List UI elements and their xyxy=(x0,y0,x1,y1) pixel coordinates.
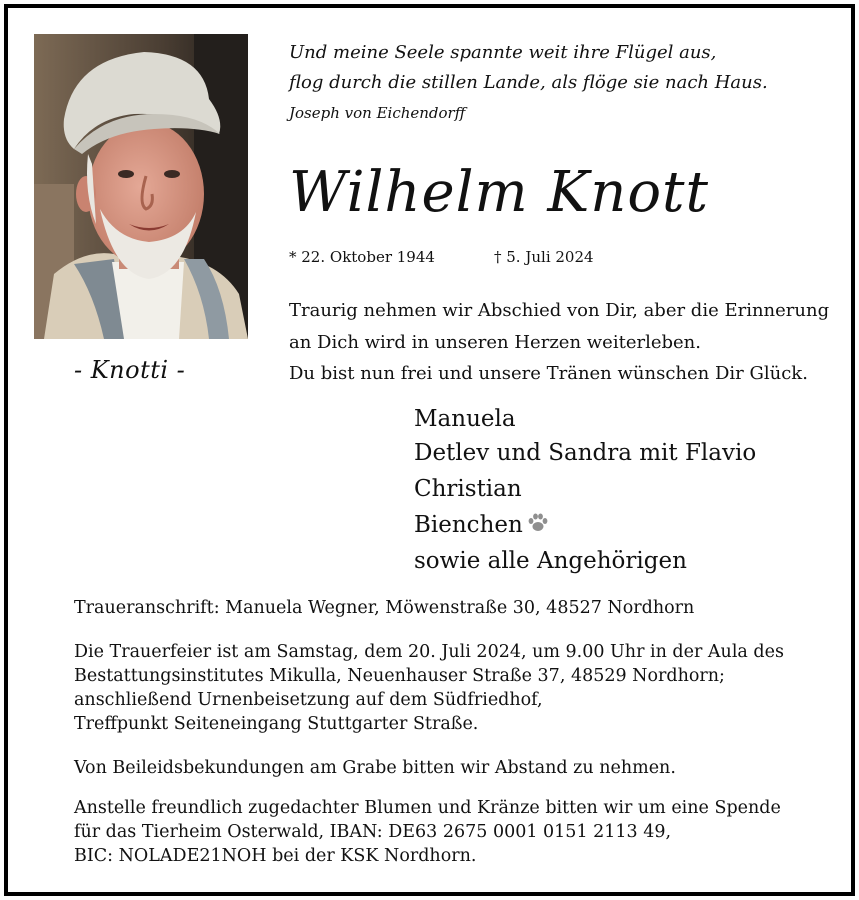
death-date: † 5. Juli 2024 xyxy=(494,248,594,266)
poem-line-1: Und meine Seele spannte weit ihre Flügel aus, xyxy=(289,42,717,63)
portrait-illustration xyxy=(34,34,248,339)
paw-print-icon xyxy=(527,513,549,539)
condolence-note: Von Beileidsbekundungen am Grabe bitten wir Abstand zu nehmen. xyxy=(74,758,676,778)
mourner-name: Detlev und Sandra mit Flavio xyxy=(414,440,757,466)
donation-line-2: für das Tierheim Osterwald, IBAN: DE63 2675 0001 0151 2113 49, xyxy=(74,822,672,842)
obituary-card xyxy=(4,4,855,896)
farewell-line-2: an Dich wird in unseren Herzen weiterleben. xyxy=(289,332,701,353)
portrait-photo xyxy=(34,34,248,339)
mourner-name: Christian xyxy=(414,476,522,502)
ceremony-line-4: Treffpunkt Seiteneingang Stuttgarter Straße. xyxy=(74,714,479,734)
poem-author: Joseph von Eichendorff xyxy=(289,104,466,122)
donation-line-1: Anstelle freundlich zugedachter Blumen und Kränze bitten wir um eine Spende xyxy=(74,798,781,818)
mourner-name: Manuela xyxy=(414,406,516,432)
ceremony-line-3: anschließend Urnenbeisetzung auf dem Südfriedhof, xyxy=(74,690,543,710)
nickname: - Knotti - xyxy=(74,356,186,384)
ceremony-line-1: Die Trauerfeier ist am Samstag, dem 20. Juli 2024, um 9.00 Uhr in der Aula des xyxy=(74,642,784,662)
mourner-name: sowie alle Angehörigen xyxy=(414,548,687,574)
farewell-line-3: Du bist nun frei und unsere Tränen wünschen Dir Glück. xyxy=(289,363,808,384)
poem-line-2: flog durch die stillen Lande, als flöge sie nach Haus. xyxy=(289,72,768,93)
mourning-address: Traueranschrift: Manuela Wegner, Möwenstraße 30, 48527 Nordhorn xyxy=(74,598,695,618)
farewell-line-1: Traurig nehmen wir Abschied von Dir, aber die Erinnerung xyxy=(289,300,830,321)
birth-date: * 22. Oktober 1944 xyxy=(289,248,435,266)
deceased-name: Wilhelm Knott xyxy=(289,160,710,225)
donation-line-3: BIC: NOLADE21NOH bei der KSK Nordhorn. xyxy=(74,846,477,866)
ceremony-line-2: Bestattungsinstitutes Mikulla, Neuenhauser Straße 37, 48529 Nordhorn; xyxy=(74,666,725,686)
mourner-row-pet xyxy=(414,512,549,539)
mourner-name: Bienchen xyxy=(414,512,523,538)
